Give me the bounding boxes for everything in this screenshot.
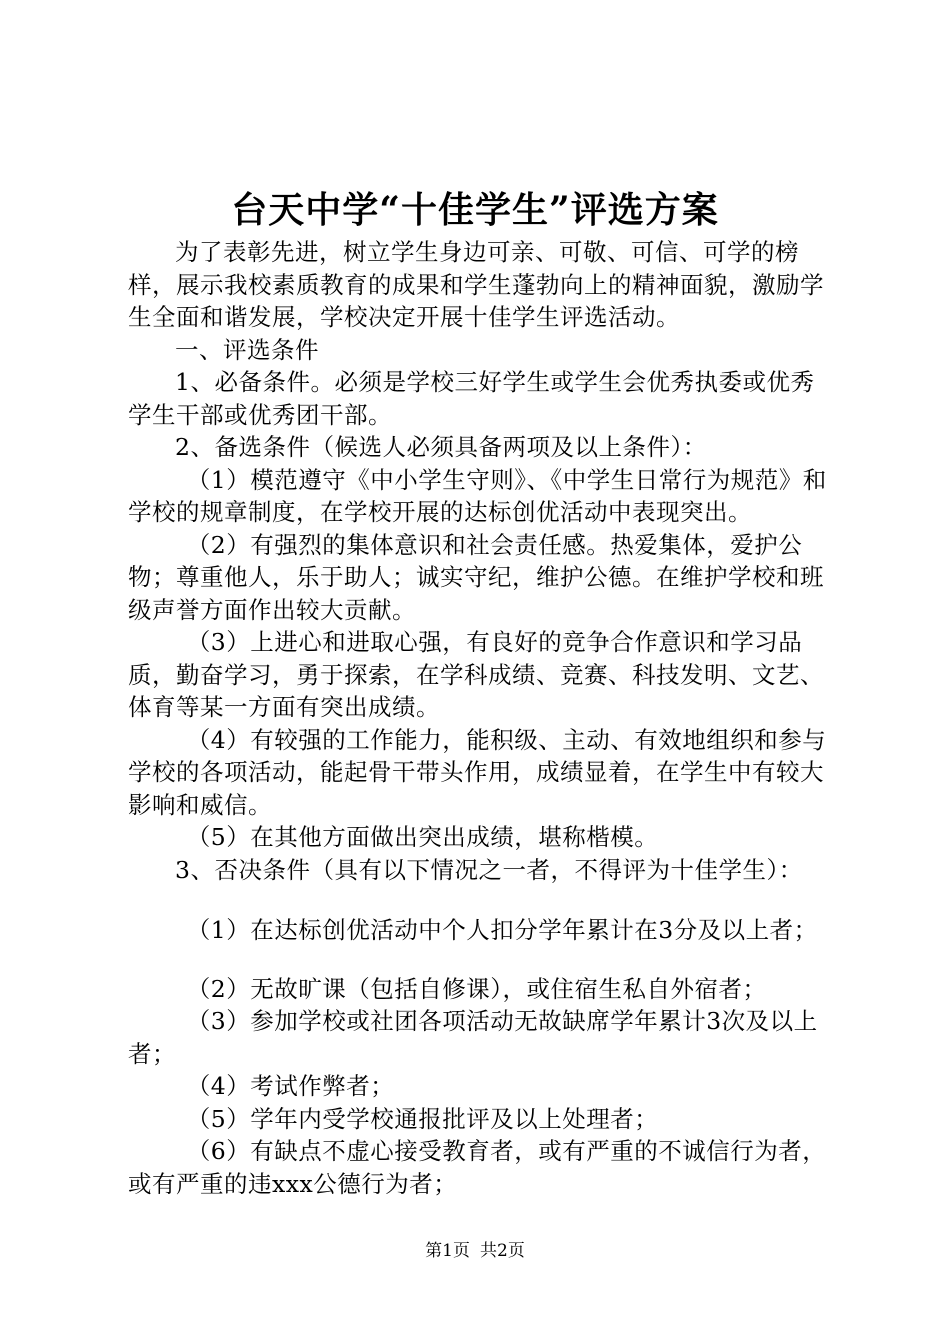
page-title: 台天中学“十佳学生”评选方案	[231, 189, 719, 231]
list-item: （2）有强烈的集体意识和社会责任感。热爱集体，爱护公物；尊重他人，乐于助人；诚实守纪，维护公德。在维护学校和班级声誉方面作出较大贡献。	[128, 530, 824, 624]
page-number: 第1页	[425, 1241, 470, 1261]
list-item: （1）在达标创优活动中个人扣分学年累计在3分及以上者；	[186, 916, 818, 944]
list-item: （6）有缺点不虚心接受教育者，或有严重的不诚信行为者，或有严重的违xxx公德行为者；	[128, 1137, 827, 1198]
paragraph-intro: 为了表彰先进，树立学生身边可亲、可敬、可信、可学的榜样，展示我校素质教育的成果和学生蓬勃向上的精神面貌，激励学生全面和谐发展，学校决定开展十佳学生评选活动。	[128, 238, 824, 331]
list-item: （1）模范遵守《中小学生守则》、《中学生日常行为规范》和学校的规章制度，在学校开展的达标创优活动中表现突出。	[128, 465, 827, 526]
page-footer	[0, 1239, 950, 1263]
list-item: （4）考试作弊者；	[186, 1072, 395, 1100]
list-item: （5）在其他方面做出突出成绩，堪称楷模。	[186, 823, 659, 851]
list-item: （3）参加学校或社团各项活动无故缺席学年累计3次及以上者；	[128, 1007, 818, 1068]
list-item: （5）学年内受学校通报批评及以上处理者；	[186, 1104, 659, 1133]
paragraph-required: 1、必备条件。必须是学校三好学生或学生会优秀执委或优秀学生干部或优秀团干部。	[128, 368, 815, 429]
page-total: 共2页	[480, 1241, 525, 1261]
list-item: （3）上进心和进取心强，有良好的竞争合作意识和学习品质，勤奋学习，勇于探索，在学科成绩、竞赛、科技发明、文艺、体育等某一方面有突出成绩。	[128, 628, 824, 721]
list-item: （2）无故旷课（包括自修课），或住宿生私自外宿者；	[186, 974, 767, 1003]
list-item: （4）有较强的工作能力，能积级、主动、有效地组织和参与学校的各项活动，能起骨干带头作用，成绩显着，在学生中有较大影响和威信。	[128, 725, 827, 819]
paragraph-optional: 2、备选条件（候选人必须具备两项及以上条件）：	[175, 433, 707, 461]
section-heading: 一、评选条件	[175, 335, 319, 364]
paragraph-veto: 3、否决条件（具有以下情况之一者，不得评为十佳学生）：	[175, 855, 803, 884]
document-body	[128, 236, 833, 1200]
